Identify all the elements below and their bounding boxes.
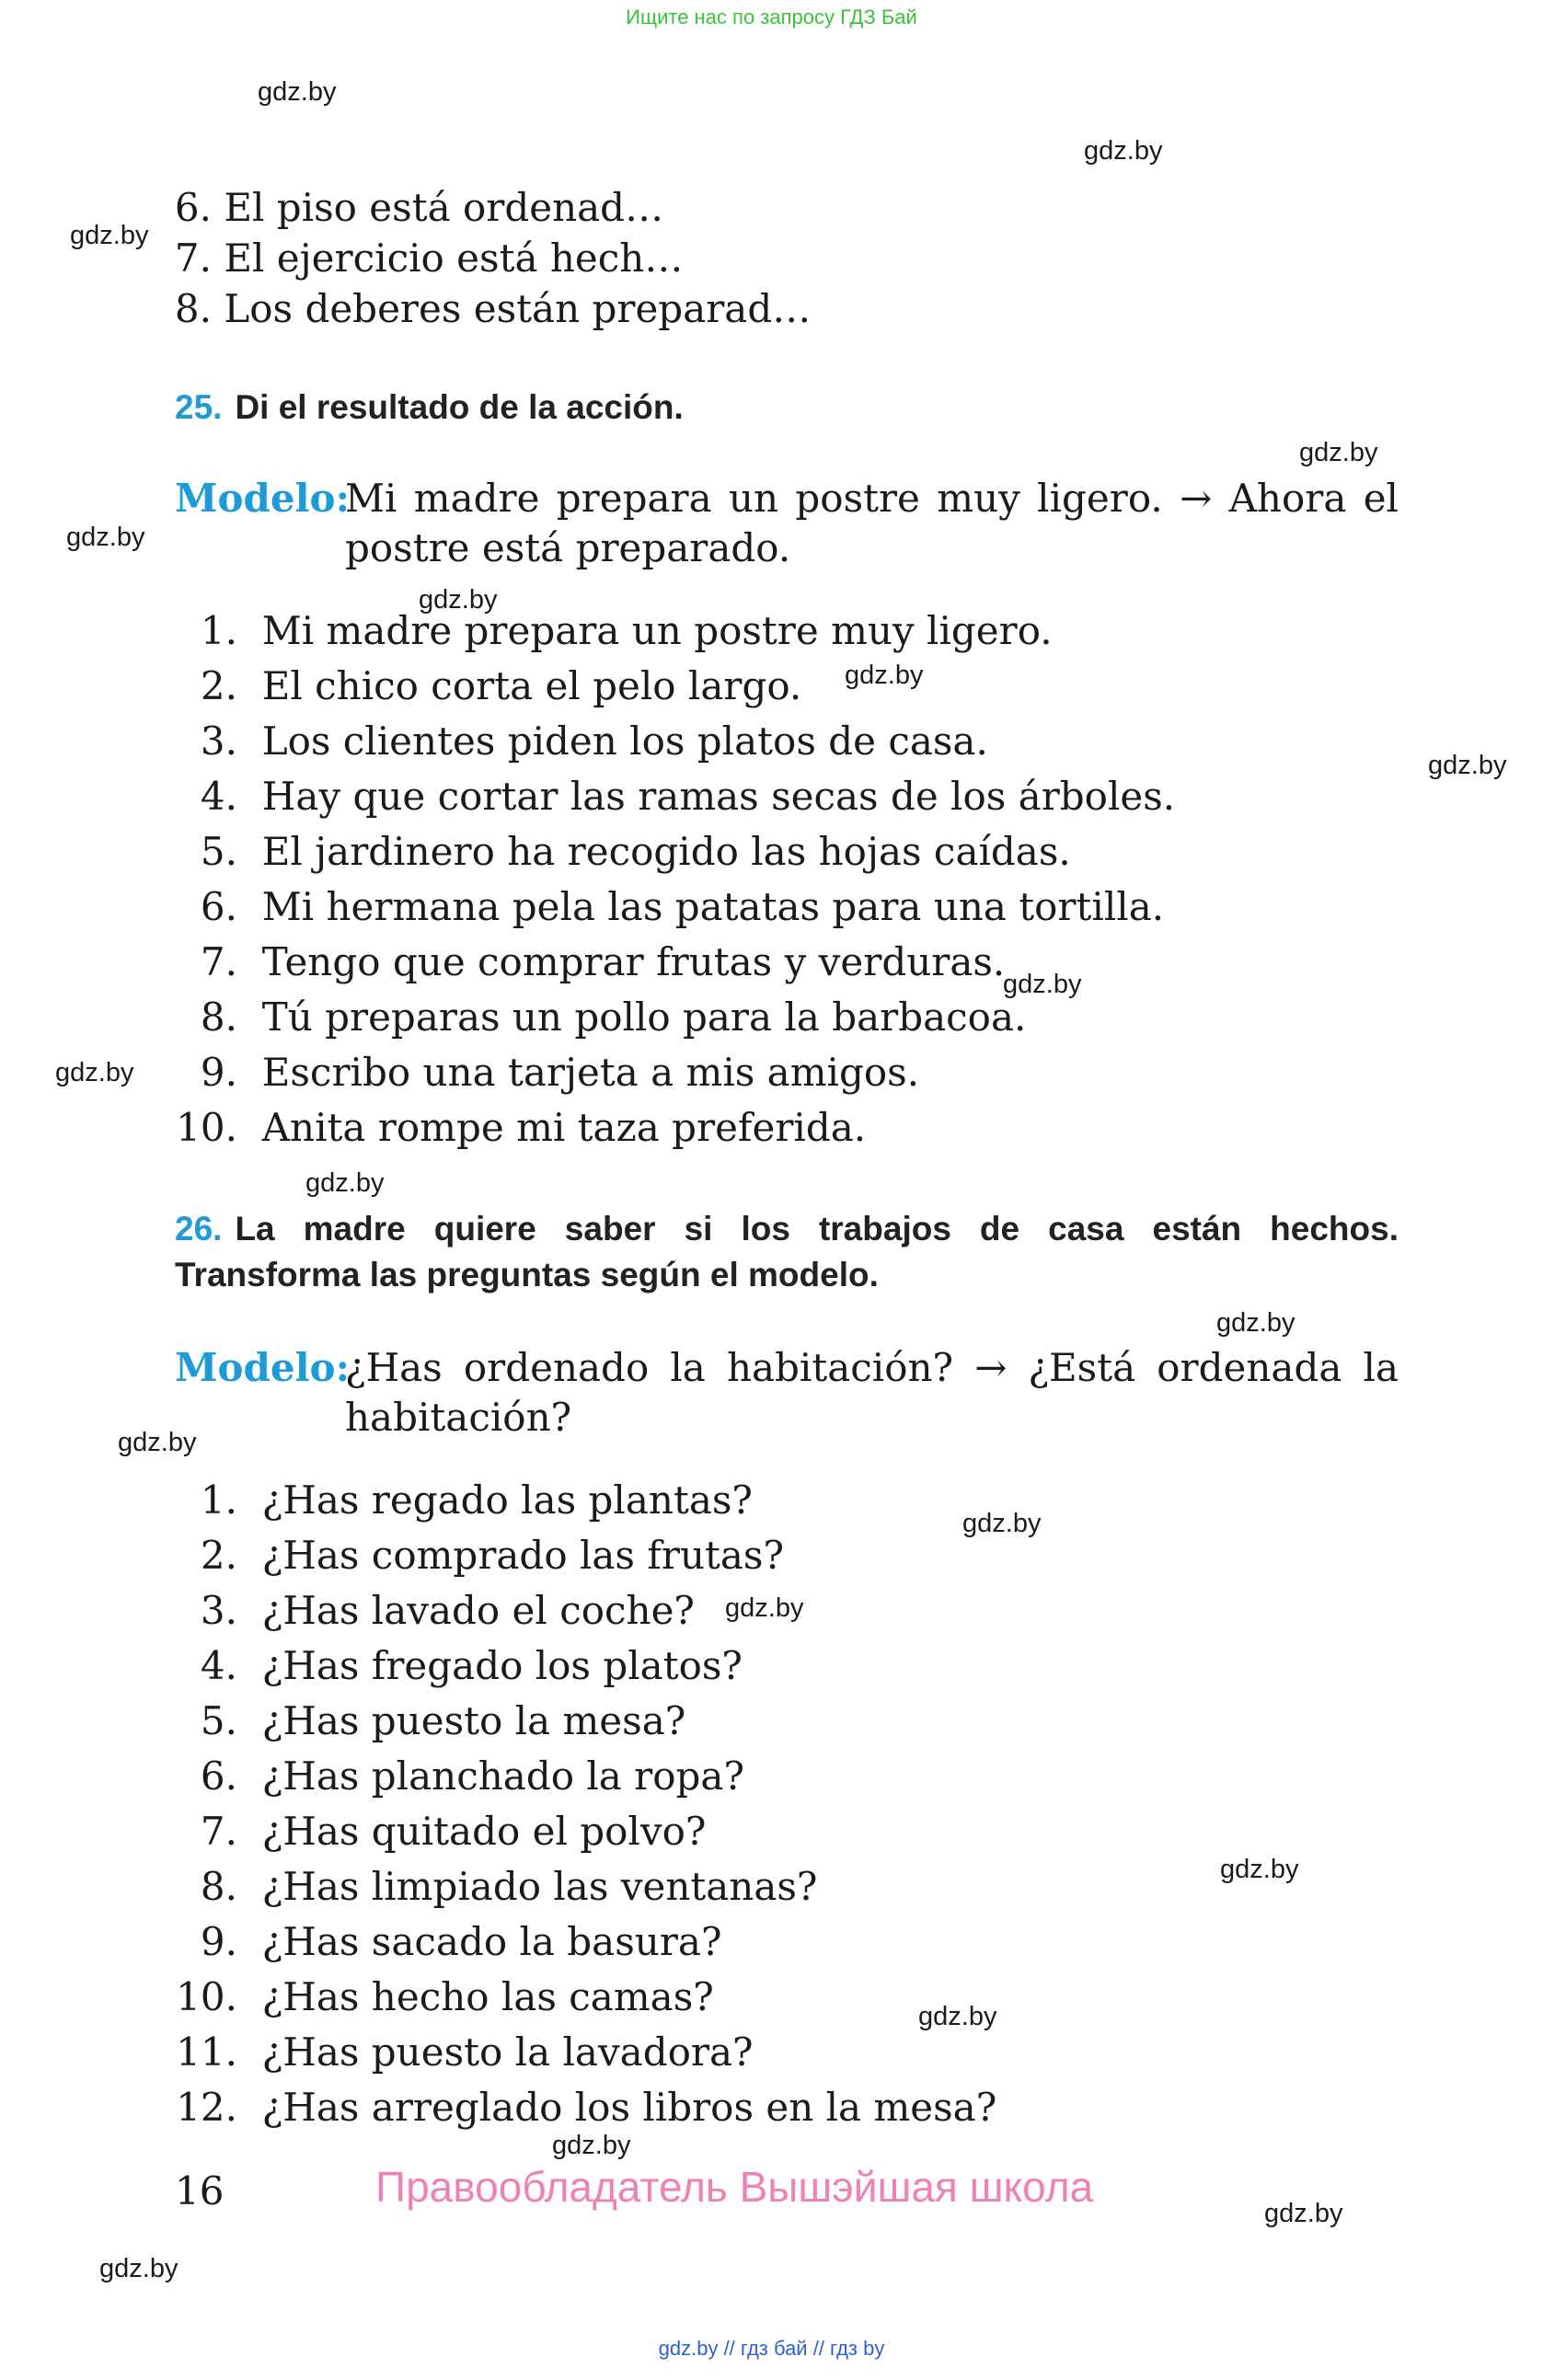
list-item: 6. Mi hermana pela las patatas para una tortilla. — [200, 884, 1165, 929]
list-item: 7. El ejercicio está hech… — [174, 236, 684, 281]
page-number: 16 — [175, 2168, 225, 2213]
list-item: 7. Tengo que comprar frutas y verduras. — [200, 939, 1006, 984]
list-item: 5. El jardinero ha recogido las hojas caídas. — [200, 829, 1071, 874]
list-item: 6. El piso está ordenad… — [174, 185, 664, 230]
list-item: 12. ¿Has arreglado los libros en la mesa? — [176, 2085, 997, 2130]
modelo-label: Modelo: — [175, 1345, 351, 1390]
list-item: 11. ¿Has puesto la lavadora? — [176, 2029, 754, 2075]
list-item: 2. El chico corta el pelo largo. — [200, 663, 802, 708]
list-item: 3. ¿Has lavado el coche? — [200, 1588, 695, 1633]
modelo-text: ¿Has ordenado la habitación? → ¿Está ordenada la habitación? — [345, 1345, 1399, 1440]
watermark: gdz.by — [1003, 970, 1082, 999]
watermark: gdz.by — [305, 1168, 385, 1198]
list-item: 7. ¿Has quitado el polvo? — [200, 1809, 707, 1854]
exercise-25-heading: 25. Di el resultado de la acción. — [175, 388, 684, 426]
watermark: gdz.by — [725, 1593, 804, 1623]
footer-links: gdz.by // гдз бай // гдз by — [658, 2337, 885, 2360]
exercise-26-modelo — [175, 1343, 1399, 1443]
watermark: gdz.by — [258, 77, 337, 107]
watermark: gdz.by — [845, 661, 924, 690]
list-item: 10. ¿Has hecho las camas? — [176, 1974, 714, 2019]
watermark: gdz.by — [1220, 1855, 1299, 1884]
watermark: gdz.by — [419, 585, 498, 615]
watermark: gdz.by — [70, 221, 149, 250]
watermark: gdz.by — [99, 2254, 178, 2283]
watermark: gdz.by — [55, 1058, 134, 1087]
watermark: gdz.by — [118, 1428, 197, 1457]
watermark: gdz.by — [66, 523, 145, 552]
list-item: 6. ¿Has planchado la ropa? — [200, 1753, 744, 1799]
exercise-26-list — [175, 1473, 996, 2135]
list-item: 1. Mi madre prepara un postre muy ligero. — [200, 608, 1053, 653]
watermark: gdz.by — [1084, 136, 1163, 166]
exercise-26-heading: 26. La madre quiere saber si los trabajos de casa están hechos. Transforma las preguntas según el modelo. — [175, 1210, 1399, 1293]
modelo-text: Mi madre prepara un postre muy ligero. → Ahora el postre está preparado. — [345, 476, 1399, 570]
list-item: 9. Escribo una tarjeta a mis amigos. — [200, 1050, 920, 1095]
list-item: 5. ¿Has puesto la mesa? — [200, 1698, 686, 1743]
top-banner: Ищите нас по запросу ГДЗ Бай — [626, 6, 917, 29]
copyright-notice: Правообладатель Вышэйшая школа — [375, 2163, 1094, 2211]
list-item: 8. Tú preparas un pollo para la barbacoa. — [200, 995, 1027, 1040]
watermark: gdz.by — [1428, 751, 1507, 780]
list-item: 9. ¿Has sacado la basura? — [200, 1919, 722, 1964]
list-item: 1. ¿Has regado las plantas? — [200, 1477, 753, 1523]
exercise-25-modelo — [175, 474, 1399, 573]
list-item: 4. ¿Has fregado los platos? — [200, 1643, 743, 1688]
watermark: gdz.by — [962, 1509, 1042, 1538]
exercise-25-list — [175, 604, 1175, 1156]
list-item: 2. ¿Has comprado las frutas? — [200, 1533, 784, 1578]
watermark: gdz.by — [918, 2002, 997, 2031]
watermark: gdz.by — [1299, 438, 1378, 467]
list-item: 10. Anita rompe mi taza preferida. — [176, 1105, 867, 1150]
watermark: gdz.by — [1216, 1308, 1295, 1338]
watermark: gdz.by — [552, 2131, 631, 2160]
modelo-label: Modelo: — [175, 476, 351, 521]
watermark: gdz.by — [1264, 2199, 1343, 2228]
list-item: 3. Los clientes piden los platos de casa. — [200, 719, 988, 764]
list-item: 8. Los deberes están preparad… — [174, 286, 812, 331]
list-item: 4. Hay que cortar las ramas secas de los árboles. — [200, 774, 1176, 819]
list-item: 8. ¿Has limpiado las ventanas? — [200, 1864, 818, 1909]
